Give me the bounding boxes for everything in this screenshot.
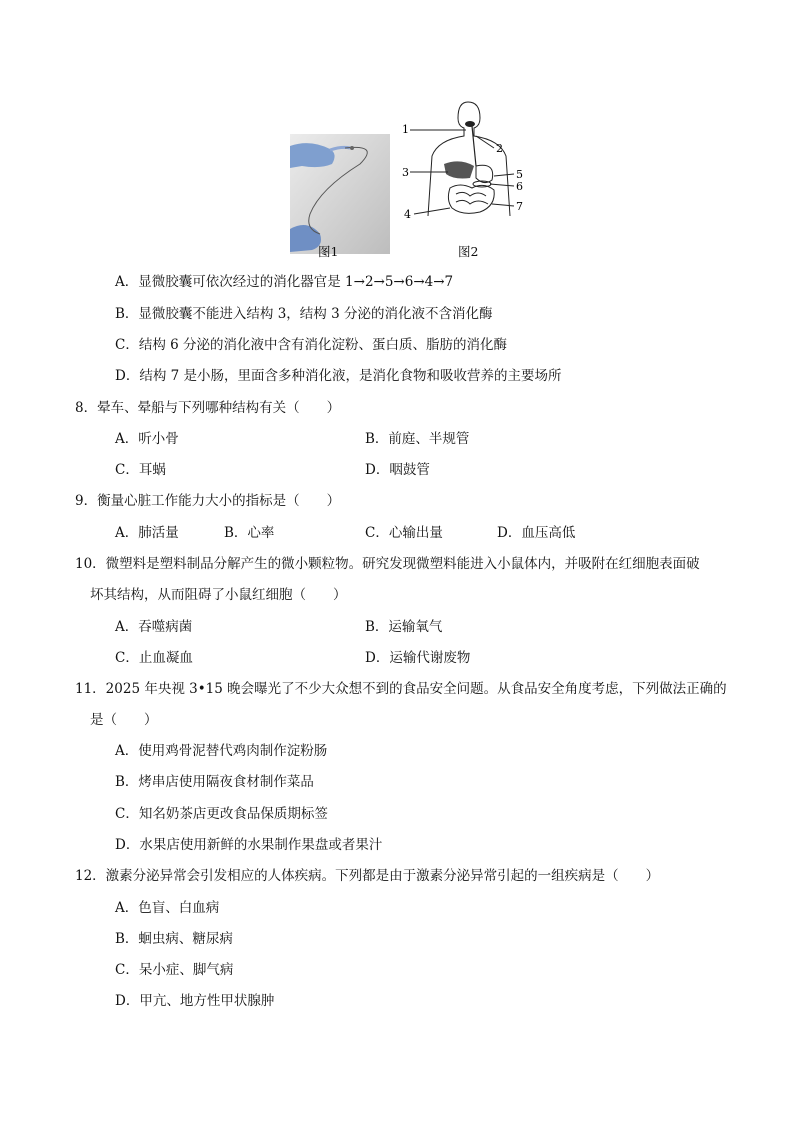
q10-option-c: C．止血凝血 bbox=[115, 650, 193, 666]
q12-stem: 12．激素分泌异常会引发相应的人体疾病。下列都是由于激素分泌异常引起的一组疾病是（ ） bbox=[75, 868, 660, 884]
q7-option-a: A．显微胶囊可依次经过的消化器官是 1→2→5→6→4→7 bbox=[115, 274, 454, 290]
q11-stem: 11．2025 年央视 3•15 晚会曝光了不少大众想不到的食品安全问题。从食品安全角度考虑，下列做法正确的 bbox=[75, 681, 727, 697]
q11-option-b: B．烤串店使用隔夜食材制作菜品 bbox=[115, 774, 314, 790]
label-1: 1 bbox=[402, 123, 409, 136]
label-6: 6 bbox=[516, 180, 523, 193]
q10-option-d: D．运输代谢废物 bbox=[365, 650, 471, 666]
q9-option-b: B．心率 bbox=[224, 525, 275, 541]
q8-stem: 8．晕车、晕船与下列哪种结构有关（ ） bbox=[75, 400, 341, 416]
label-3: 3 bbox=[402, 166, 409, 179]
q11-stem-cont: 是（ ） bbox=[90, 712, 158, 728]
q10-option-b: B．运输氧气 bbox=[365, 619, 443, 635]
q10-stem-cont: 坏其结构，从而阻碍了小鼠红细胞（ ） bbox=[90, 587, 347, 603]
q9-stem: 9．衡量心脏工作能力大小的指标是（ ） bbox=[75, 493, 341, 509]
label-7: 7 bbox=[516, 200, 523, 213]
q12-option-c: C．呆小症、脚气病 bbox=[115, 962, 234, 978]
q9-option-a: A．肺活量 bbox=[115, 525, 179, 541]
label-5: 5 bbox=[516, 168, 523, 181]
q9-option-c: C．心输出量 bbox=[365, 525, 443, 541]
q8-option-a: A．听小骨 bbox=[115, 431, 179, 447]
figure-area bbox=[288, 96, 528, 258]
label-2: 2 bbox=[496, 142, 503, 155]
q8-option-c: C．耳蜗 bbox=[115, 462, 166, 478]
q10-option-a: A．吞噬病菌 bbox=[115, 619, 193, 635]
q11-option-c: C．知名奶茶店更改食品保质期标签 bbox=[115, 806, 328, 822]
q11-option-a: A．使用鸡骨泥替代鸡肉制作淀粉肠 bbox=[115, 743, 328, 759]
q7-option-c: C．结构 6 分泌的消化液中含有消化淀粉、蛋白质、脂肪的消化酶 bbox=[115, 337, 508, 353]
q12-option-a: A．色盲、白血病 bbox=[115, 900, 220, 916]
q7-option-d: D．结构 7 是小肠，里面含多种消化液，是消化食物和吸收营养的主要场所 bbox=[115, 368, 562, 384]
q8-option-b: B．前庭、半规管 bbox=[365, 431, 470, 447]
q11-option-d: D．水果店使用新鲜的水果制作果盘或者果汁 bbox=[115, 837, 383, 853]
q9-option-d: D．血压高低 bbox=[497, 525, 576, 541]
fig2-caption: 图2 bbox=[458, 244, 479, 259]
q8-option-d: D．咽鼓管 bbox=[365, 462, 430, 478]
fig1-caption: 图1 bbox=[318, 244, 339, 259]
label-4: 4 bbox=[404, 208, 411, 221]
q12-option-d: D．甲亢、地方性甲状腺肿 bbox=[115, 993, 275, 1009]
digestive-system-diagram bbox=[400, 96, 530, 241]
q7-option-b: B．显微胶囊不能进入结构 3，结构 3 分泌的消化液不含消化酶 bbox=[115, 306, 493, 322]
q10-stem: 10．微塑料是塑料制品分解产生的微小颗粒物。研究发现微塑料能进入小鼠体内，并吸附在红细胞表面破 bbox=[75, 556, 700, 572]
capsule-photo bbox=[290, 134, 390, 254]
q12-option-b: B．蛔虫病、糖尿病 bbox=[115, 931, 233, 947]
